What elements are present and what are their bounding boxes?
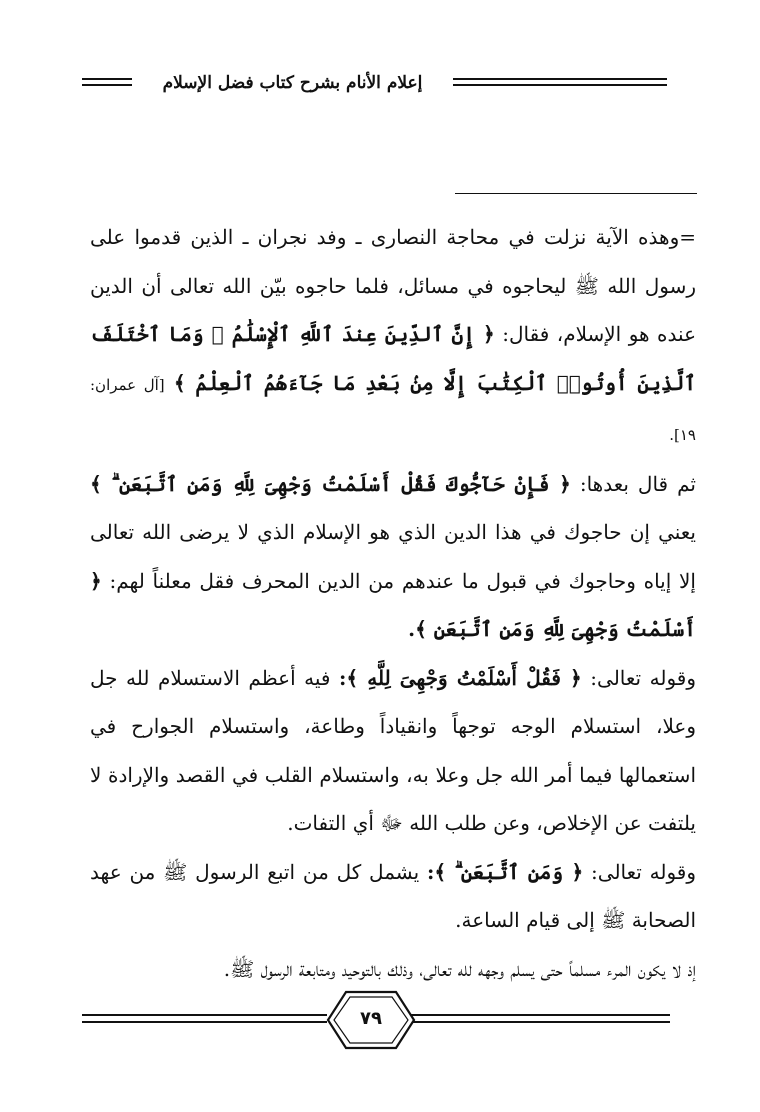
- quran-verse: ﴿ فَقُلْ أَسْلَمْتُ وَجْهِىَ لِلَّهِ ﴾:: [339, 665, 582, 690]
- paragraph-1-text: =وهذه الآية نزلت في محاجة النصارى ـ وفد نجران ـ الذين قدموا على رسول الله ﷺ ليحاجوه في مسائل، فلما حاجوه بيّن الله تعالى أن الدين عنده هو الإسلام، فقال:: [90, 225, 697, 346]
- paragraph-4-text: يشمل كل من اتبع الرسول ﷺ من عهد الصحابة ﷺ إلى قيام الساعة.: [90, 859, 696, 932]
- footer-rule-right: [395, 1014, 670, 1023]
- header-rule-right: [453, 78, 667, 86]
- paragraph-3-intro: وقوله تعالى:: [590, 665, 696, 690]
- page-number: ٧٩: [360, 1008, 382, 1029]
- quran-verse: ﴿ إِنَّ ٱلدِّينَ عِندَ ٱللَّهِ ٱلْإِسْلَٰمُ ۗ وَمَا ٱخْتَلَفَ ٱلَّذِينَ أُوتُوا۟ ٱلْكِتَٰبَ إِلَّا مِنۢ بَعْدِ مَا جَآءَهُمُ ٱلْعِلْمُ ﴾: [90, 322, 697, 395]
- book-title: إعلام الأنام بشرح كتاب فضل الإسلام: [162, 73, 423, 93]
- verse-reference: [آل عمران: ١٩].: [90, 375, 696, 444]
- paragraph-2-text: يعني إن حاجوك في هذا الدين الذي هو الإسلام الذي لا يرضى الله تعالى إلا إياه وحاجوك في قبول ما عندهم من الدين المحرف فقل معلناً لهم:: [90, 520, 696, 593]
- footnote-body: [90, 213, 696, 993]
- paragraph-3-text: فيه أعظم الاستسلام لله جل وعلا، استسلام الوجه توجهاً وانقياداً وطاعة، واستسلام الجوارح في استعمالها فيما أمر الله جل وعلا به، واستسلام القلب في القصد والإرادة لا يلتفت عن الإخلاص، وعن طلب الله ﷻ أي التفات.: [90, 665, 696, 835]
- paragraph-2: [90, 460, 696, 654]
- footnote-separator: [455, 193, 697, 194]
- quran-verse: ﴿ وَمَنِ ٱتَّبَعَنِ ۗ ﴾:: [426, 859, 584, 884]
- paragraph-3: [90, 654, 696, 848]
- header-rule-left: [82, 78, 132, 86]
- paragraph-5: إذ لا يكون المرء مسلماً حتى يسلم وجهه لله تعالى، وذلك بالتوحيد ومتابعة الرسول ﷺ.: [223, 956, 696, 981]
- quran-verse: ﴿ أَسْلَمْتُ وَجْهِىَ لِلَّهِ وَمَنِ ٱتَّبَعَنِ ﴾.: [90, 568, 696, 641]
- paragraph-2-intro: ثم قال بعدها:: [579, 471, 697, 496]
- paragraph-4: [90, 848, 696, 945]
- running-header: [82, 72, 667, 94]
- page-footer: [82, 990, 670, 1050]
- paragraph-1: [90, 213, 696, 460]
- quran-verse: ﴿ فَإِنْ حَآجُّوكَ فَقُلْ أَسْلَمْتُ وَجْهِىَ لِلَّهِ وَمَنِ ٱتَّبَعَنِ ۗ ﴾: [90, 471, 571, 496]
- paragraph-4-intro: وقوله تعالى:: [591, 859, 697, 884]
- footer-rule-left: [82, 1014, 327, 1023]
